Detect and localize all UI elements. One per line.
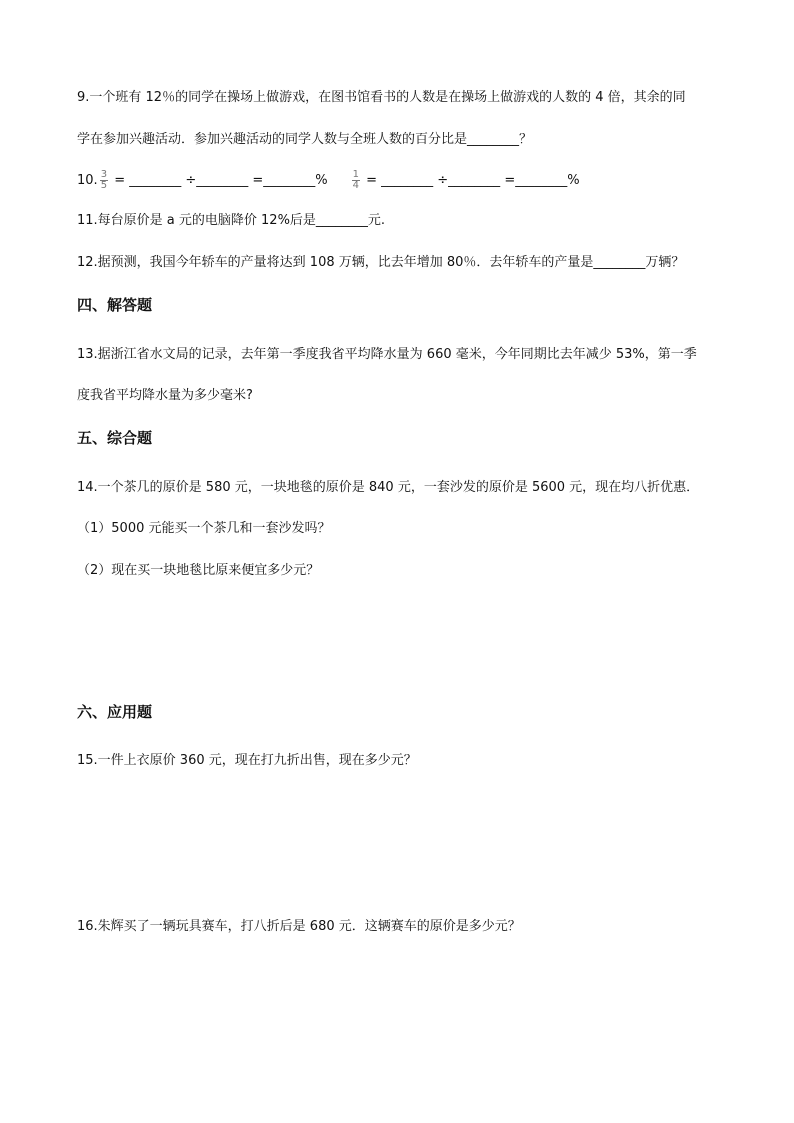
- question-16: 16.朱辉买了一辆玩具赛车，打八折后是 680 元．这辆赛车的原价是多少元？: [77, 919, 521, 934]
- fraction-one-quarter: [352, 170, 360, 191]
- section-heading-6: 六、应用题: [77, 703, 153, 721]
- fraction-numerator: 3: [100, 169, 108, 180]
- question-13-line-1: 13.据浙江省水文局的记录，去年第一季度我省平均降水量为 660 毫米，今年同期比去年减少 53%，第一季: [77, 347, 697, 362]
- question-9-line-2: 学在参加兴趣活动．参加兴趣活动的同学人数与全班人数的百分比是________？: [77, 132, 533, 147]
- question-14-sub-1: （1）5000 元能买一个茶几和一套沙发吗？: [77, 521, 331, 536]
- question-9-line-1: 9.一个班有 12％的同学在操场上做游戏，在图书馆看书的人数是在操场上做游戏的人数的 4 倍，其余的同: [77, 90, 686, 105]
- question-10-blanks-1: = ________ ÷________ =________%: [110, 173, 328, 188]
- question-15: 15.一件上衣原价 360 元，现在打九折出售，现在多少元？: [77, 753, 417, 768]
- question-12: 12.据预测，我国今年轿车的产量将达到 108 万辆，比去年增加 80％．去年轿车的产量是________万辆？: [77, 255, 685, 270]
- fraction-numerator: 1: [352, 169, 359, 180]
- question-10-number: 10.: [77, 173, 98, 188]
- fraction-denominator: 5: [100, 180, 108, 191]
- question-14-sub-2: （2）现在买一块地毯比原来便宜多少元？: [77, 563, 320, 578]
- section-heading-5: 五、综合题: [77, 429, 153, 447]
- fraction-three-fifths: [100, 170, 108, 191]
- fraction-denominator: 4: [352, 180, 359, 191]
- question-13-line-2: 度我省平均降水量为多少毫米?: [77, 388, 253, 403]
- question-14-stem: 14.一个茶几的原价是 580 元，一块地毯的原价是 840 元，一套沙发的原价是 5600 元，现在均八折优惠．: [77, 480, 700, 495]
- section-heading-4: 四、解答题: [77, 296, 153, 314]
- question-10: [77, 170, 580, 191]
- question-11: 11.每台原价是 a 元的电脑降价 12%后是________元.: [77, 213, 386, 228]
- question-10-blanks-2: = ________ ÷________ =________%: [362, 173, 580, 188]
